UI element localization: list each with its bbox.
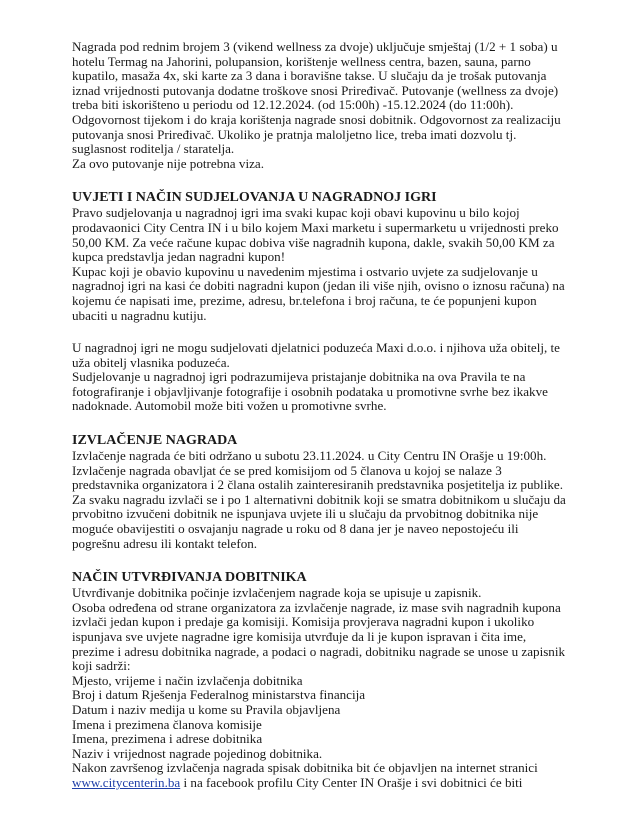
text-line: suglasnost roditelja / staratelja.	[72, 141, 235, 157]
text-line: moguće obavijestiti o osvajanju nagrade u roku od 8 dana jer je naveo nepostojeću ili	[72, 521, 519, 537]
section-heading-draw: IZVLAČENJE NAGRADA	[72, 433, 238, 449]
text-line: treba biti iskorišteno u periodu od 12.12.2024. (od 15:00h) -15.12.2024 (do 11:00h).	[72, 97, 514, 113]
text-line: izvlači jedan kupon i predaje ga komisiji. Komisija provjerava nagradni kupon i ukoliko	[72, 614, 535, 630]
text-line: prezime i adresu dobitnika nagrade, a podaci o nagradi, dobitniku nagrade se unose u zapisnik	[72, 643, 566, 659]
text-line: Sudjelovanje u nagradnoj igri podrazumijeva pristajanje dobitnika na ova Pravila te na	[72, 369, 526, 385]
section-heading-conditions: UVJETI I NAČIN SUDJELOVANJA U NAGRADNOJ IGRI	[72, 190, 437, 206]
list-item: Naziv i vrijednost nagrade pojedinog dobitnika.	[72, 745, 323, 761]
section-heading-winners: NAČIN UTVRĐIVANJA DOBITNIKA	[72, 570, 307, 586]
text-line: kojemu će napisati ime, prezime, adresu, br.telefona i broj računa, te će popunjeni kupon	[72, 292, 537, 308]
text-line: 50,00 KM. Za veće račune kupac dobiva više nagradnih kupona, dakle, svakih 50,00 KM za	[72, 234, 555, 250]
list-item: Imena i prezimena članova komisije	[72, 716, 262, 732]
text-line: kupca predstavlja jedan nagradni kupon!	[72, 249, 286, 265]
text-line-with-link	[72, 776, 592, 791]
text-line: prvobitno izvučeni dobitnik ne ispunjava uvjete ili u slučaju da prvobitnog dobitnika nije	[72, 506, 539, 522]
text-line: ispunjava sve uvjete nagradne igre komisija utvrđuje da li je kupon ispravan i čita ime,	[72, 629, 527, 644]
text-line: Izvlačenje nagrada obavljat će se pred komisijom od 5 članova u kojoj se nalaze 3	[72, 462, 502, 478]
text-line: Nakon završenog izvlačenja nagrada spisak dobitnika bit će objavljen na internet stranici	[72, 760, 538, 776]
text-line-tail: i na facebook profilu City Center IN Orašje i svi dobitnici će biti	[180, 774, 523, 790]
text-line: Za ovo putovanje nije potrebna viza.	[72, 155, 264, 171]
text-line: uža obitelj vlasnika poduzeća.	[72, 354, 230, 370]
eligibility-paragraph	[72, 341, 592, 414]
text-line: putovanja snosi Priređivač. Ukoliko je pratnja maloljetno lice, treba imati dozvolu tj.	[72, 126, 517, 142]
text-line: predstavnika organizatora i 2 člana ostalih zainteresiranih predstavnika posjetitelja iz publike.	[72, 477, 563, 493]
text-line: Osoba određena od strane organizatora za izvlačenje nagrade, iz mase svih nagradnih kupona	[72, 599, 561, 615]
intro-paragraph	[72, 40, 592, 171]
winners-paragraph	[72, 586, 592, 790]
text-line: Kupac koji je obavio kupovinu u navedenim mjestima i ostvario uvjete za sudjelovanje u	[72, 263, 538, 279]
text-line: koji sadrži:	[72, 658, 131, 674]
list-item: Imena, prezimena i adrese dobitnika	[72, 731, 263, 747]
text-line: Utvrđivanje dobitnika počinje izvlačenjem nagrade koja se upisuje u zapisnik.	[72, 585, 482, 601]
text-line: ubaciti u nagradnu kutiju.	[72, 307, 207, 323]
text-line: nadoknade. Automobil može biti vožen u promotivne svrhe.	[72, 398, 387, 414]
text-line: pogrešnu adresu ili kontakt telefon.	[72, 535, 258, 551]
text-line: fotografiranje i objavljivanje fotografije i osobnih podataka u promotivne svrhe bez ikakve	[72, 383, 548, 399]
list-item: Mjesto, vrijeme i način izvlačenja dobitnika	[72, 672, 303, 688]
text-line: iznad vrijednosti putovanja dodatne troškove snosi Priređivač. Putovanje (wellness za dvoje)	[72, 82, 559, 98]
text-line: Pravo sudjelovanja u nagradnoj igri ima svaki kupac koji obavi kupovinu u bilo kojoj	[72, 205, 520, 221]
document-page	[72, 40, 592, 791]
text-line: U nagradnoj igri ne mogu sudjelovati djelatnici poduzeća Maxi d.o.o. i njihova uža obitelj, te	[72, 340, 560, 356]
text-line: hotelu Termag na Jahorini, polupansion, korištenje wellness centra, bazen, sauna, parno	[72, 53, 531, 69]
text-line: Za svaku nagradu izvlači se i po 1 alternativni dobitnik koji se smatra dobitnikom u slučaju da	[72, 491, 566, 507]
text-line: Nagrada pod rednim brojem 3 (vikend wellness za dvoje) uključuje smještaj (1/2 + 1 soba) u	[72, 39, 558, 54]
draw-paragraph	[72, 449, 592, 551]
text-line: kupatilo, masaža 4x, ski karte za 3 dana i boravišne takse. U slučaju da je trošak putovanja	[72, 68, 547, 84]
list-item: Datum i naziv medija u kome su Pravila objavljena	[72, 701, 341, 717]
website-link[interactable]: www.citycenterin.ba	[72, 774, 181, 790]
text-line: Izvlačenje nagrada će biti održano u subotu 23.11.2024. u City Centru IN Orašje u 19:00h.	[72, 448, 547, 464]
text-line: Odgovornost tijekom i do kraja korištenja nagrade snosi dobitnik. Odgovornost za realizaciju	[72, 111, 561, 127]
conditions-paragraph	[72, 206, 592, 323]
list-item: Broj i datum Rješenja Federalnog ministarstva financija	[72, 687, 366, 703]
text-line: nagradnoj igri na kasi će dobiti nagradni kupon (jedan ili više njih, ovisno o iznosu računa) na	[72, 278, 565, 294]
text-line: prodavaonici City Centra IN i u bilo kojem Maxi marketu i supermarketu u vrijednosti preko	[72, 219, 559, 235]
